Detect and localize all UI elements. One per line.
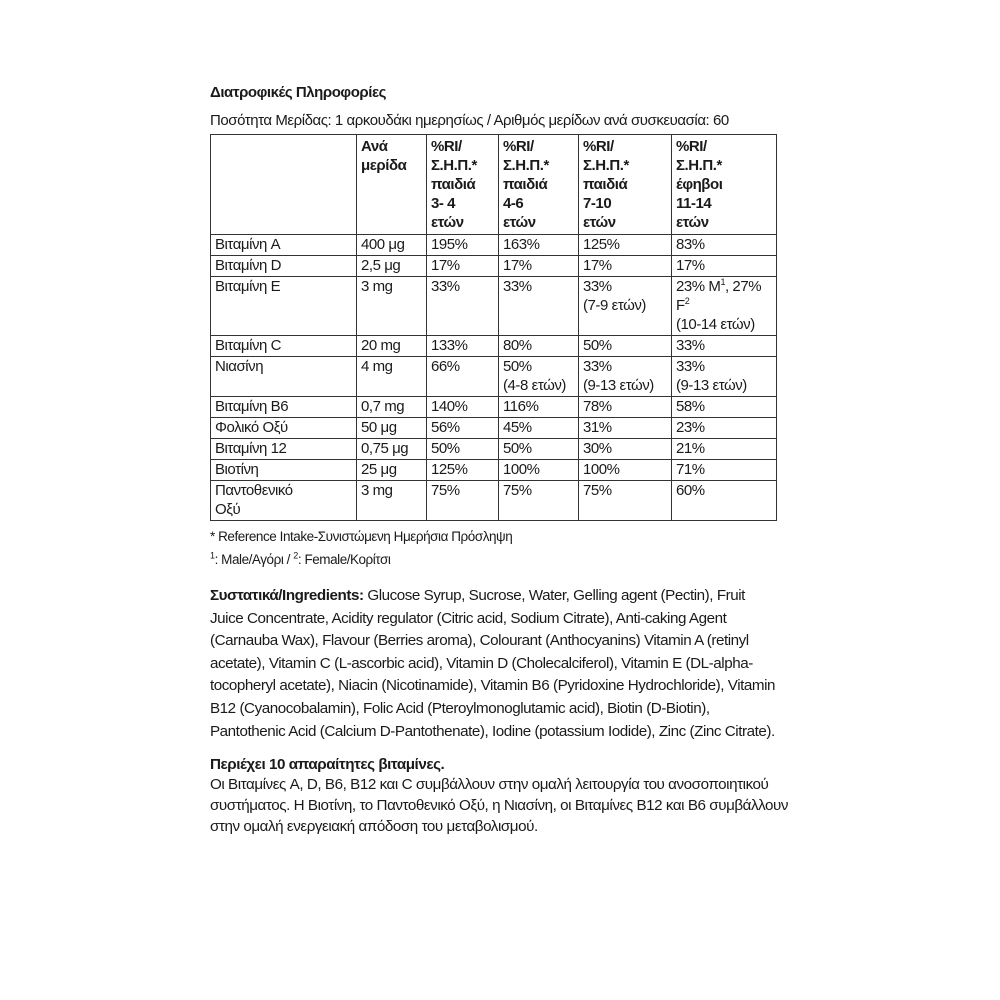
header-cell-nutrient — [211, 135, 357, 235]
ri-teens-11-14: 23% $M^1$, 27% $F^2$ (10-14 ετών) — [672, 277, 777, 336]
ri-teens-11-14: 33% (9-13 ετών) — [672, 357, 777, 397]
ri-children-4-6: 116% — [499, 397, 579, 418]
ri-children-4-6: 100% — [499, 460, 579, 481]
table-row — [211, 357, 777, 397]
serving-size-line: Ποσότητα Μερίδας: 1 αρκουδάκι ημερησίως / Αριθμός μερίδων ανά συσκευασία: 60 — [210, 112, 729, 129]
ri-children-7-10: 125% — [579, 235, 672, 256]
ri-teens-11-14: 83% — [672, 235, 777, 256]
nutrient-name: Φολικό Οξύ — [211, 418, 357, 439]
ri-children-7-10: 33% (7-9 ετών) — [579, 277, 672, 336]
nutrient-name: Βιταμίνη D — [211, 256, 357, 277]
table-row — [211, 397, 777, 418]
ri-children-3-4: 195% — [427, 235, 499, 256]
per-serving-value: 2,5 μg — [357, 256, 427, 277]
nutrition-table — [210, 134, 777, 521]
nutrient-name: Βιταμίνη A — [211, 235, 357, 256]
ri-children-3-4: 50% — [427, 439, 499, 460]
ri-children-7-10: 30% — [579, 439, 672, 460]
ri-teens-11-14: 33% — [672, 336, 777, 357]
ri-children-7-10: 17% — [579, 256, 672, 277]
ri-children-4-6: 80% — [499, 336, 579, 357]
per-serving-value: 20 mg — [357, 336, 427, 357]
ri-teens-11-14: 23% — [672, 418, 777, 439]
ingredients-label: Συστατικά/Ingredients: — [210, 587, 364, 604]
ri-children-7-10: 33% (9-13 ετών) — [579, 357, 672, 397]
section-title: Διατροφικές Πληροφορίες — [210, 84, 386, 101]
ri-children-7-10: 100% — [579, 460, 672, 481]
table-row — [211, 418, 777, 439]
table-row — [211, 256, 777, 277]
ri-children-3-4: 66% — [427, 357, 499, 397]
header-cell-children-3-4: %RI/ Σ.Η.Π.* παιδιά 3- 4 ετών — [427, 135, 499, 235]
per-serving-value: 4 mg — [357, 357, 427, 397]
ri-children-3-4: 75% — [427, 481, 499, 521]
per-serving-value: 0,7 mg — [357, 397, 427, 418]
table-row — [211, 439, 777, 460]
ri-children-4-6: 17% — [499, 256, 579, 277]
ri-children-4-6: 50% — [499, 439, 579, 460]
header-cell-per-serving: Ανά μερίδα — [357, 135, 427, 235]
ingredients-paragraph — [210, 585, 775, 743]
per-serving-value: 0,75 μg — [357, 439, 427, 460]
footnote-sex-legend: $^1$: Male/Αγόρι / $^2$: Female/Κορίτσι — [210, 550, 391, 567]
nutrient-name: Νιασίνη — [211, 357, 357, 397]
nutrient-name: Βιταμίνη C — [211, 336, 357, 357]
ri-teens-11-14: 21% — [672, 439, 777, 460]
per-serving-value: 3 mg — [357, 277, 427, 336]
ri-teens-11-14: 71% — [672, 460, 777, 481]
ri-children-7-10: 50% — [579, 336, 672, 357]
contains-paragraph: Οι Βιταμίνες A, D, B6, B12 και C συμβάλλουν στην ομαλή λειτουργία του ανοσοποιητικού συστήματος. Η Βιοτίνη, το Παντοθενικό Οξύ, η Νιασίνη, οι Βιταμίνες B12 και B6 συμβάλλουν στην ομαλή ενεργειακή απόδοση του μεταβολισμού. — [210, 776, 789, 836]
nutrient-name: Βιταμίνη E — [211, 277, 357, 336]
ingredients-text: Glucose Syrup, Sucrose, Water, Gelling agent (Pectin), Fruit Juice Concentrate, Acidity regulator (Citric acid, Sodium Citrate), Anti-caking Agent (Carnauba Wax), Flavour (Berries aroma), Colourant (Anthocyanins) Vitamin A (retinyl acetate), Vitamin C (L-ascorbic acid), Vitamin D (Cholecalciferol), Vitamin E (DL-alpha-tocopheryl acetate), Niacin (Nicotinamide), Vitamin B6 (Pyridoxine Hydrochloride), Vitamin B12 (Cyanocobalamin), Folic Acid (Pteroylmonoglutamic acid), Biotin (D-Biotin), Pantothenic Acid (Calcium D-Pantothenate), Iodine (potassium Iodide), Zinc (Zinc Citrate). — [210, 587, 776, 740]
ri-children-4-6: 75% — [499, 481, 579, 521]
table-row — [211, 277, 777, 336]
nutrient-name: Βιταμίνη Β6 — [211, 397, 357, 418]
ri-children-3-4: 125% — [427, 460, 499, 481]
table-row — [211, 481, 777, 521]
header-cell-children-7-10: %RI/ Σ.Η.Π.* παιδιά 7-10 ετών — [579, 135, 672, 235]
nutrient-name: Βιταμίνη 12 — [211, 439, 357, 460]
ri-teens-11-14: 17% — [672, 256, 777, 277]
per-serving-value: 3 mg — [357, 481, 427, 521]
ri-children-7-10: 75% — [579, 481, 672, 521]
per-serving-value: 400 μg — [357, 235, 427, 256]
nutrient-name: Παντοθενικό Οξύ — [211, 481, 357, 521]
ri-teens-11-14: 58% — [672, 397, 777, 418]
per-serving-value: 50 μg — [357, 418, 427, 439]
nutrient-name: Βιοτίνη — [211, 460, 357, 481]
ri-children-4-6: 45% — [499, 418, 579, 439]
ri-children-4-6: 163% — [499, 235, 579, 256]
male-female-values: 23% $M^1$, 27% $F^2$ — [676, 277, 762, 314]
table-row — [211, 336, 777, 357]
table-row — [211, 235, 777, 256]
footnote-reference-intake: * Reference Intake-Συνιστώμενη Ημερήσια Πρόσληψη — [210, 529, 513, 544]
per-serving-value: 25 μg — [357, 460, 427, 481]
header-cell-children-4-6: %RI/ Σ.Η.Π.* παιδιά 4-6 ετών — [499, 135, 579, 235]
table-header-row — [211, 135, 777, 235]
header-cell-teens-11-14: %RI/ Σ.Η.Π.* έφηβοι 11-14 ετών — [672, 135, 777, 235]
ri-children-3-4: 140% — [427, 397, 499, 418]
ri-children-7-10: 78% — [579, 397, 672, 418]
ri-children-7-10: 31% — [579, 418, 672, 439]
ri-children-3-4: 33% — [427, 277, 499, 336]
ri-children-3-4: 133% — [427, 336, 499, 357]
ri-children-3-4: 56% — [427, 418, 499, 439]
ri-teens-11-14: 60% — [672, 481, 777, 521]
ri-children-4-6: 33% — [499, 277, 579, 336]
nutrition-label — [210, 84, 789, 837]
table-row — [211, 460, 777, 481]
ri-children-3-4: 17% — [427, 256, 499, 277]
ri-children-4-6: 50% (4-8 ετών) — [499, 357, 579, 397]
contains-heading: Περιέχει 10 απαραίτητες βιταμίνες. — [210, 756, 445, 774]
